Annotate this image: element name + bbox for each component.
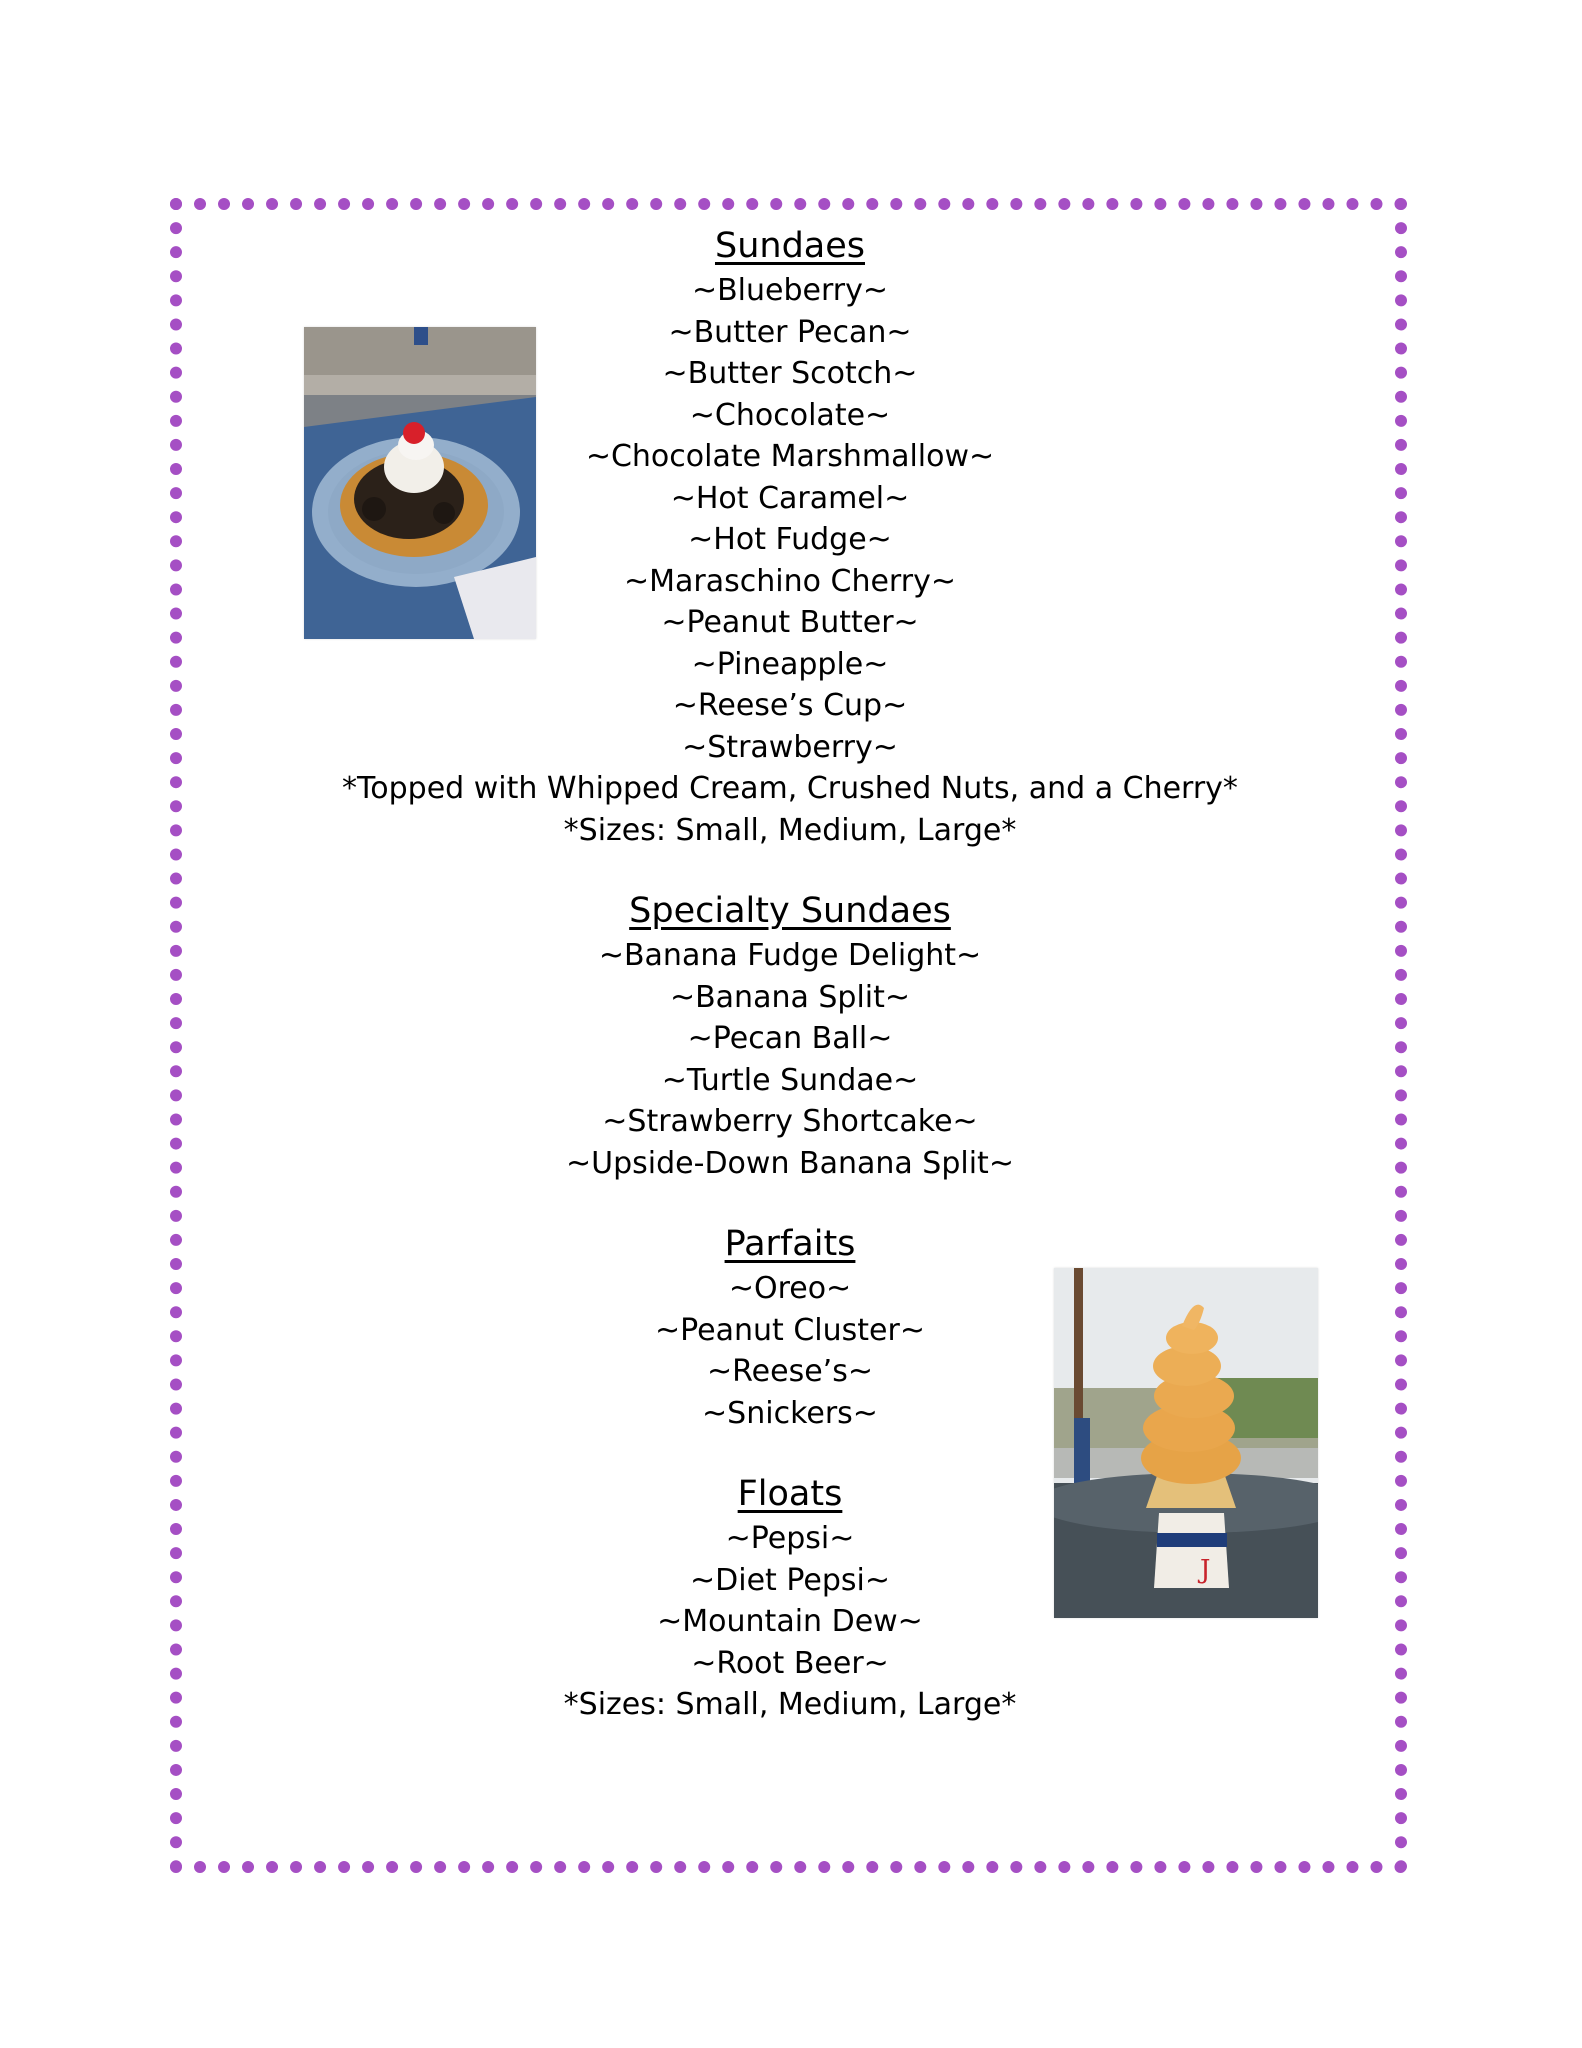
menu-item: ~Banana Fudge Delight~ <box>598 938 982 973</box>
menu-item: ~Peanut Butter~ <box>661 605 919 640</box>
menu-item: ~Butter Pecan~ <box>668 314 912 350</box>
menu-item: ~Butter Scotch~ <box>662 356 918 391</box>
menu-note-sizes: *Sizes: Small, Medium, Large* <box>563 812 1017 848</box>
menu-item: ~Hot Fudge~ <box>688 522 892 557</box>
menu-item: ~Strawberry Shortcake~ <box>602 1104 978 1139</box>
menu-item: ~Oreo~ <box>728 1271 852 1306</box>
menu-item: ~Chocolate Marshmallow~ <box>585 439 995 474</box>
menu-item: ~Maraschino Cherry~ <box>624 563 956 599</box>
menu-item: ~Reese’s~ <box>707 1354 873 1389</box>
menu-item: ~Pecan Ball~ <box>687 1021 893 1056</box>
svg-text:J: J <box>1200 1555 1211 1585</box>
menu-item: ~Banana Split~ <box>669 979 911 1015</box>
dessert-menu <box>200 222 1380 1726</box>
menu-item: ~Pineapple~ <box>691 646 889 682</box>
menu-item: ~Pepsi~ <box>725 1521 855 1556</box>
section-title-parfaits: Parfaits <box>724 1224 856 1264</box>
menu-item: ~Upside-Down Banana Split~ <box>566 1145 1014 1181</box>
menu-item: ~Mountain Dew~ <box>657 1604 923 1639</box>
menu-item: ~Chocolate~ <box>689 397 891 433</box>
section-title-sundaes: Sundaes <box>714 226 865 266</box>
section-title-specialty-sundaes: Specialty Sundaes <box>629 891 951 931</box>
menu-item: ~Strawberry~ <box>682 729 898 765</box>
menu-item: ~Peanut Cluster~ <box>655 1312 925 1348</box>
section-title-floats: Floats <box>737 1474 843 1514</box>
menu-item: ~Diet Pepsi~ <box>690 1562 890 1598</box>
menu-item: ~Hot Caramel~ <box>670 480 910 516</box>
menu-note-sizes: *Sizes: Small, Medium, Large* <box>563 1687 1017 1722</box>
menu-note-toppings: *Topped with Whipped Cream, Crushed Nuts, and a Cherry* <box>342 771 1238 806</box>
menu-item: ~Reese’s Cup~ <box>672 688 908 723</box>
menu-item: ~Turtle Sundae~ <box>661 1062 919 1098</box>
menu-item: ~Blueberry~ <box>691 273 889 308</box>
menu-item: ~Root Beer~ <box>691 1645 889 1681</box>
menu-item: ~Snickers~ <box>702 1395 878 1431</box>
